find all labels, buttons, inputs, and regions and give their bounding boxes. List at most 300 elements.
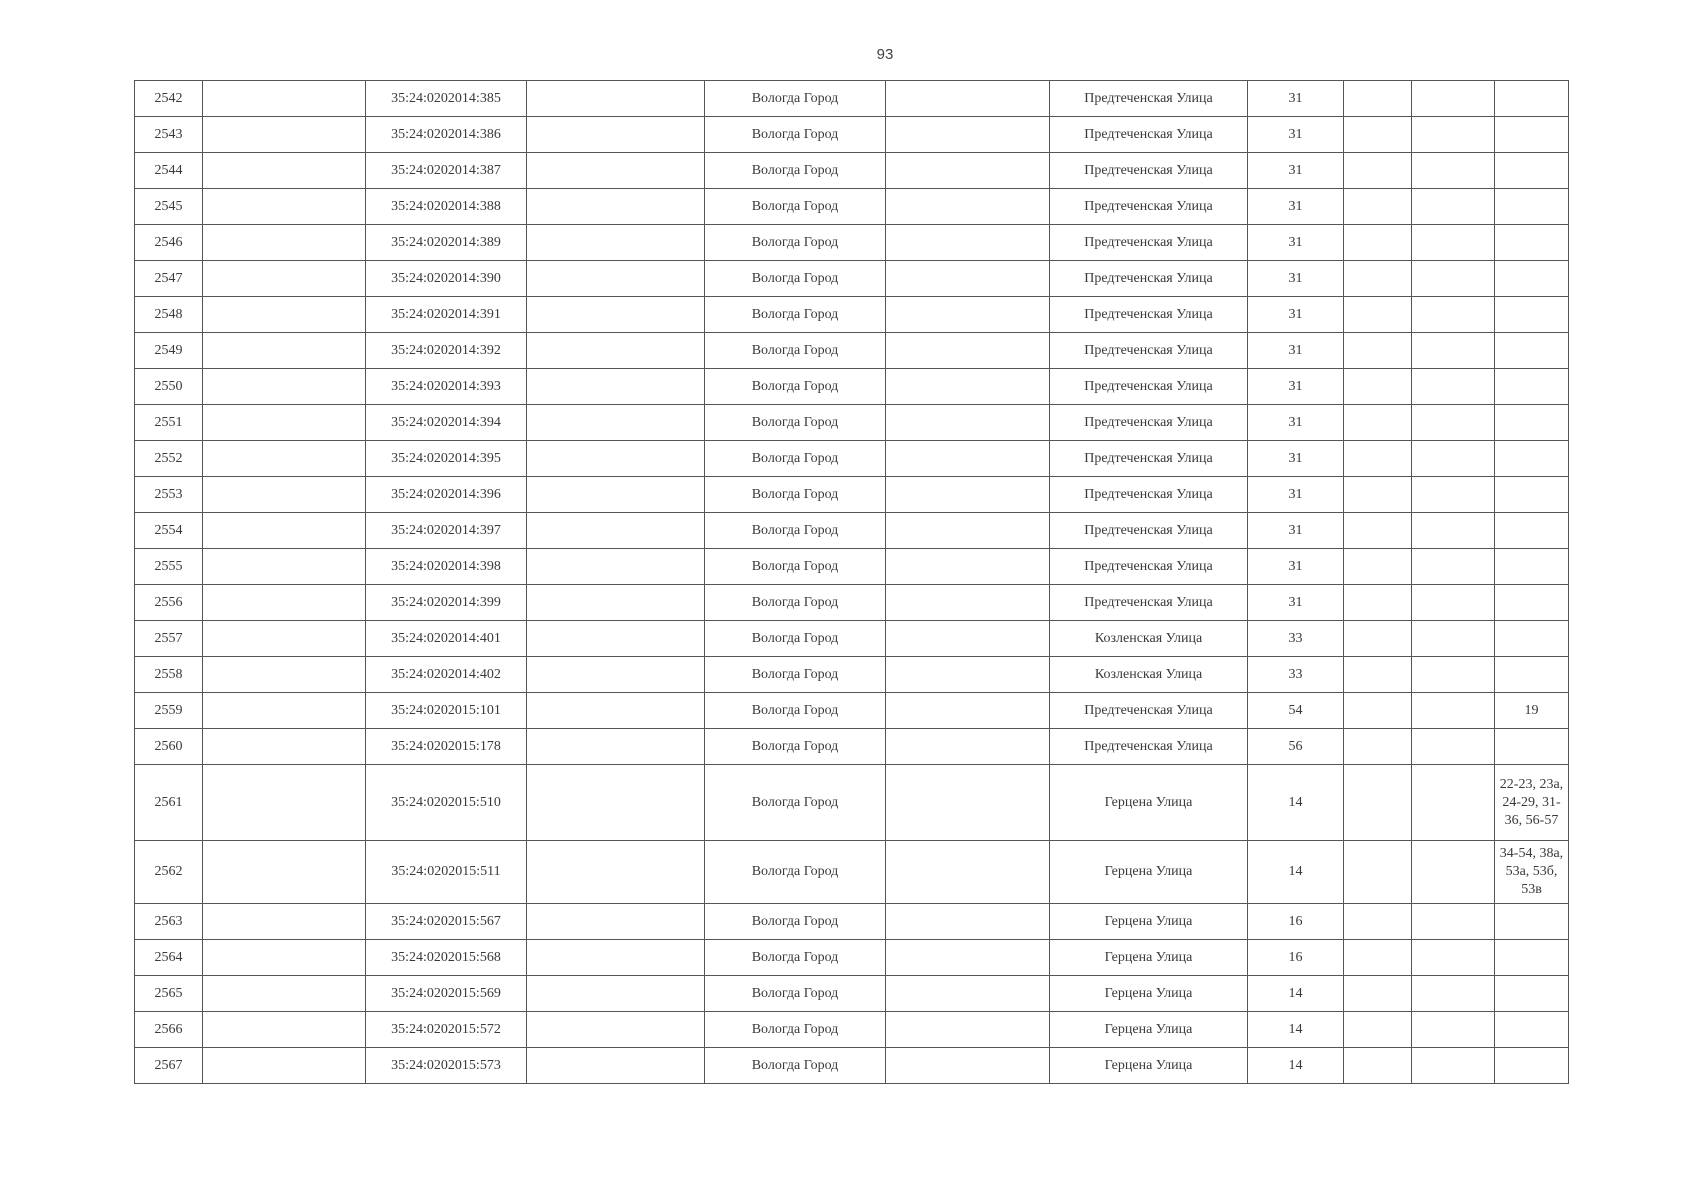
empty-cell (1344, 225, 1412, 261)
empty-cell (1412, 189, 1495, 225)
table-row (135, 729, 1569, 765)
house-number-cell: 31 (1248, 297, 1344, 333)
empty-cell (1412, 765, 1495, 841)
street-cell: Предтеченская Улица (1050, 477, 1248, 513)
street-cell: Предтеченская Улица (1050, 153, 1248, 189)
table-row (135, 513, 1569, 549)
empty-cell (1412, 153, 1495, 189)
empty-cell (886, 585, 1050, 621)
row-number-cell: 2551 (135, 405, 203, 441)
empty-cell (203, 477, 366, 513)
row-number-cell: 2543 (135, 117, 203, 153)
apartment-cell (1495, 976, 1569, 1012)
empty-cell (1344, 333, 1412, 369)
house-number-cell: 31 (1248, 405, 1344, 441)
cadastral-number-cell: 35:24:0202015:569 (366, 976, 527, 1012)
city-cell: Вологда Город (705, 441, 886, 477)
empty-cell (203, 1048, 366, 1084)
table-row (135, 693, 1569, 729)
cadastral-number-cell: 35:24:0202014:390 (366, 261, 527, 297)
row-number-cell: 2561 (135, 765, 203, 841)
empty-cell (1344, 153, 1412, 189)
empty-cell (1344, 477, 1412, 513)
table-row (135, 117, 1569, 153)
city-cell: Вологда Город (705, 261, 886, 297)
cadastral-number-cell: 35:24:0202015:510 (366, 765, 527, 841)
empty-cell (1412, 976, 1495, 1012)
empty-cell (886, 940, 1050, 976)
table-row (135, 585, 1569, 621)
city-cell: Вологда Город (705, 117, 886, 153)
row-number-cell: 2560 (135, 729, 203, 765)
empty-cell (203, 904, 366, 940)
empty-cell (1344, 621, 1412, 657)
empty-cell (1412, 904, 1495, 940)
cadastral-number-cell: 35:24:0202014:398 (366, 549, 527, 585)
empty-cell (1344, 549, 1412, 585)
empty-cell (203, 976, 366, 1012)
city-cell: Вологда Город (705, 940, 886, 976)
empty-cell (1412, 513, 1495, 549)
cadastral-number-cell: 35:24:0202015:178 (366, 729, 527, 765)
cadastral-number-cell: 35:24:0202015:101 (366, 693, 527, 729)
empty-cell (1412, 261, 1495, 297)
page-number: 93 (876, 46, 894, 63)
empty-cell (1412, 1012, 1495, 1048)
city-cell: Вологда Город (705, 841, 886, 904)
empty-cell (886, 153, 1050, 189)
empty-cell (203, 297, 366, 333)
empty-cell (1344, 405, 1412, 441)
cadastral-number-cell: 35:24:0202014:399 (366, 585, 527, 621)
apartment-cell (1495, 549, 1569, 585)
empty-cell (1344, 1048, 1412, 1084)
table-row (135, 261, 1569, 297)
street-cell: Герцена Улица (1050, 904, 1248, 940)
empty-cell (527, 189, 705, 225)
empty-cell (886, 297, 1050, 333)
city-cell: Вологда Город (705, 153, 886, 189)
empty-cell (886, 976, 1050, 1012)
empty-cell (527, 765, 705, 841)
empty-cell (1344, 1012, 1412, 1048)
street-cell: Предтеченская Улица (1050, 441, 1248, 477)
street-cell: Предтеченская Улица (1050, 369, 1248, 405)
cadastral-number-cell: 35:24:0202015:573 (366, 1048, 527, 1084)
apartment-cell (1495, 81, 1569, 117)
cadastral-number-cell: 35:24:0202014:387 (366, 153, 527, 189)
empty-cell (1412, 585, 1495, 621)
street-cell: Герцена Улица (1050, 940, 1248, 976)
row-number-cell: 2553 (135, 477, 203, 513)
empty-cell (1412, 477, 1495, 513)
row-number-cell: 2550 (135, 369, 203, 405)
city-cell: Вологда Город (705, 765, 886, 841)
house-number-cell: 31 (1248, 261, 1344, 297)
empty-cell (203, 405, 366, 441)
empty-cell (527, 477, 705, 513)
row-number-cell: 2558 (135, 657, 203, 693)
table-row (135, 976, 1569, 1012)
row-number-cell: 2548 (135, 297, 203, 333)
empty-cell (886, 729, 1050, 765)
apartment-cell (1495, 1012, 1569, 1048)
cadastral-number-cell: 35:24:0202014:392 (366, 333, 527, 369)
row-number-cell: 2554 (135, 513, 203, 549)
empty-cell (527, 117, 705, 153)
empty-cell (527, 549, 705, 585)
cadastral-number-cell: 35:24:0202014:385 (366, 81, 527, 117)
street-cell: Герцена Улица (1050, 841, 1248, 904)
city-cell: Вологда Город (705, 189, 886, 225)
cadastral-number-cell: 35:24:0202015:572 (366, 1012, 527, 1048)
empty-cell (527, 693, 705, 729)
table-row (135, 1048, 1569, 1084)
apartment-cell: 19 (1495, 693, 1569, 729)
empty-cell (1412, 621, 1495, 657)
table-row (135, 297, 1569, 333)
house-number-cell: 31 (1248, 549, 1344, 585)
city-cell: Вологда Город (705, 225, 886, 261)
cadastral-number-cell: 35:24:0202014:394 (366, 405, 527, 441)
city-cell: Вологда Город (705, 729, 886, 765)
empty-cell (1344, 189, 1412, 225)
empty-cell (527, 621, 705, 657)
cadastral-number-cell: 35:24:0202014:388 (366, 189, 527, 225)
apartment-cell (1495, 1048, 1569, 1084)
empty-cell (203, 225, 366, 261)
empty-cell (886, 405, 1050, 441)
street-cell: Козленская Улица (1050, 657, 1248, 693)
empty-cell (886, 369, 1050, 405)
apartment-cell (1495, 153, 1569, 189)
row-number-cell: 2562 (135, 841, 203, 904)
cadastral-number-cell: 35:24:0202014:401 (366, 621, 527, 657)
house-number-cell: 31 (1248, 153, 1344, 189)
empty-cell (203, 261, 366, 297)
registry-table (134, 80, 1569, 1084)
city-cell: Вологда Город (705, 657, 886, 693)
empty-cell (1412, 549, 1495, 585)
empty-cell (203, 369, 366, 405)
empty-cell (527, 261, 705, 297)
city-cell: Вологда Город (705, 904, 886, 940)
house-number-cell: 31 (1248, 81, 1344, 117)
street-cell: Герцена Улица (1050, 1048, 1248, 1084)
cadastral-number-cell: 35:24:0202014:397 (366, 513, 527, 549)
street-cell: Герцена Улица (1050, 976, 1248, 1012)
empty-cell (886, 117, 1050, 153)
empty-cell (1344, 81, 1412, 117)
empty-cell (203, 333, 366, 369)
empty-cell (1412, 405, 1495, 441)
empty-cell (886, 549, 1050, 585)
house-number-cell: 31 (1248, 585, 1344, 621)
empty-cell (1412, 297, 1495, 333)
empty-cell (527, 1012, 705, 1048)
house-number-cell: 31 (1248, 117, 1344, 153)
empty-cell (1412, 657, 1495, 693)
row-number-cell: 2567 (135, 1048, 203, 1084)
empty-cell (1412, 1048, 1495, 1084)
empty-cell (527, 369, 705, 405)
city-cell: Вологда Город (705, 976, 886, 1012)
empty-cell (527, 904, 705, 940)
street-cell: Предтеченская Улица (1050, 585, 1248, 621)
apartment-cell (1495, 117, 1569, 153)
empty-cell (527, 333, 705, 369)
city-cell: Вологда Город (705, 333, 886, 369)
street-cell: Козленская Улица (1050, 621, 1248, 657)
street-cell: Предтеченская Улица (1050, 225, 1248, 261)
street-cell: Герцена Улица (1050, 765, 1248, 841)
house-number-cell: 14 (1248, 841, 1344, 904)
apartment-cell (1495, 405, 1569, 441)
street-cell: Предтеченская Улица (1050, 549, 1248, 585)
row-number-cell: 2564 (135, 940, 203, 976)
empty-cell (527, 657, 705, 693)
city-cell: Вологда Город (705, 1048, 886, 1084)
apartment-cell (1495, 513, 1569, 549)
city-cell: Вологда Город (705, 693, 886, 729)
table-row (135, 189, 1569, 225)
empty-cell (886, 657, 1050, 693)
house-number-cell: 33 (1248, 621, 1344, 657)
empty-cell (203, 189, 366, 225)
house-number-cell: 31 (1248, 513, 1344, 549)
empty-cell (527, 225, 705, 261)
apartment-cell: 34-54, 38а, 53а, 53б, 53в (1495, 841, 1569, 904)
empty-cell (203, 153, 366, 189)
table-row (135, 549, 1569, 585)
empty-cell (1344, 657, 1412, 693)
empty-cell (527, 153, 705, 189)
empty-cell (203, 765, 366, 841)
empty-cell (203, 441, 366, 477)
street-cell: Герцена Улица (1050, 1012, 1248, 1048)
apartment-cell (1495, 477, 1569, 513)
empty-cell (527, 297, 705, 333)
row-number-cell: 2563 (135, 904, 203, 940)
row-number-cell: 2555 (135, 549, 203, 585)
city-cell: Вологда Город (705, 405, 886, 441)
apartment-cell (1495, 585, 1569, 621)
apartment-cell (1495, 729, 1569, 765)
table-row (135, 621, 1569, 657)
house-number-cell: 31 (1248, 333, 1344, 369)
city-cell: Вологда Город (705, 585, 886, 621)
row-number-cell: 2544 (135, 153, 203, 189)
row-number-cell: 2545 (135, 189, 203, 225)
empty-cell (527, 940, 705, 976)
table-row (135, 405, 1569, 441)
empty-cell (203, 513, 366, 549)
empty-cell (1344, 513, 1412, 549)
empty-cell (886, 765, 1050, 841)
city-cell: Вологда Город (705, 297, 886, 333)
house-number-cell: 33 (1248, 657, 1344, 693)
cadastral-number-cell: 35:24:0202014:389 (366, 225, 527, 261)
city-cell: Вологда Город (705, 369, 886, 405)
empty-cell (527, 81, 705, 117)
empty-cell (1412, 369, 1495, 405)
apartment-cell (1495, 657, 1569, 693)
empty-cell (527, 405, 705, 441)
house-number-cell: 31 (1248, 369, 1344, 405)
empty-cell (527, 513, 705, 549)
table-body (135, 81, 1569, 1084)
table-row (135, 657, 1569, 693)
empty-cell (1344, 441, 1412, 477)
apartment-cell: 22-23, 23а, 24-29, 31-36, 56-57 (1495, 765, 1569, 841)
row-number-cell: 2559 (135, 693, 203, 729)
table-row (135, 765, 1569, 841)
street-cell: Предтеченская Улица (1050, 189, 1248, 225)
empty-cell (527, 1048, 705, 1084)
empty-cell (527, 841, 705, 904)
table-row (135, 904, 1569, 940)
row-number-cell: 2557 (135, 621, 203, 657)
empty-cell (527, 441, 705, 477)
row-number-cell: 2556 (135, 585, 203, 621)
cadastral-number-cell: 35:24:0202014:391 (366, 297, 527, 333)
street-cell: Предтеченская Улица (1050, 693, 1248, 729)
table-row (135, 81, 1569, 117)
table-row (135, 333, 1569, 369)
apartment-cell (1495, 940, 1569, 976)
row-number-cell: 2552 (135, 441, 203, 477)
table-row (135, 153, 1569, 189)
cadastral-number-cell: 35:24:0202014:386 (366, 117, 527, 153)
empty-cell (1344, 585, 1412, 621)
city-cell: Вологда Город (705, 513, 886, 549)
empty-cell (1344, 369, 1412, 405)
empty-cell (1412, 117, 1495, 153)
table-row (135, 369, 1569, 405)
house-number-cell: 56 (1248, 729, 1344, 765)
empty-cell (1412, 441, 1495, 477)
empty-cell (203, 940, 366, 976)
street-cell: Предтеченская Улица (1050, 297, 1248, 333)
empty-cell (1344, 261, 1412, 297)
empty-cell (1412, 940, 1495, 976)
cadastral-number-cell: 35:24:0202015:568 (366, 940, 527, 976)
apartment-cell (1495, 621, 1569, 657)
row-number-cell: 2546 (135, 225, 203, 261)
table-row (135, 940, 1569, 976)
empty-cell (886, 841, 1050, 904)
empty-cell (886, 693, 1050, 729)
cadastral-number-cell: 35:24:0202014:393 (366, 369, 527, 405)
empty-cell (886, 81, 1050, 117)
street-cell: Предтеченская Улица (1050, 81, 1248, 117)
empty-cell (203, 729, 366, 765)
street-cell: Предтеченская Улица (1050, 333, 1248, 369)
house-number-cell: 31 (1248, 477, 1344, 513)
empty-cell (1344, 841, 1412, 904)
cadastral-number-cell: 35:24:0202015:511 (366, 841, 527, 904)
city-cell: Вологда Город (705, 477, 886, 513)
apartment-cell (1495, 261, 1569, 297)
row-number-cell: 2566 (135, 1012, 203, 1048)
empty-cell (527, 729, 705, 765)
house-number-cell: 14 (1248, 1012, 1344, 1048)
empty-cell (203, 117, 366, 153)
table-row (135, 841, 1569, 904)
house-number-cell: 14 (1248, 1048, 1344, 1084)
table-row (135, 477, 1569, 513)
row-number-cell: 2547 (135, 261, 203, 297)
empty-cell (886, 225, 1050, 261)
house-number-cell: 31 (1248, 189, 1344, 225)
empty-cell (1344, 729, 1412, 765)
street-cell: Предтеченская Улица (1050, 729, 1248, 765)
table-row (135, 441, 1569, 477)
city-cell: Вологда Город (705, 549, 886, 585)
empty-cell (203, 585, 366, 621)
cadastral-number-cell: 35:24:0202015:567 (366, 904, 527, 940)
empty-cell (886, 477, 1050, 513)
house-number-cell: 14 (1248, 976, 1344, 1012)
empty-cell (1344, 904, 1412, 940)
house-number-cell: 31 (1248, 225, 1344, 261)
apartment-cell (1495, 297, 1569, 333)
cadastral-number-cell: 35:24:0202014:402 (366, 657, 527, 693)
street-cell: Предтеченская Улица (1050, 261, 1248, 297)
apartment-cell (1495, 225, 1569, 261)
empty-cell (886, 1012, 1050, 1048)
empty-cell (886, 261, 1050, 297)
row-number-cell: 2549 (135, 333, 203, 369)
empty-cell (1412, 729, 1495, 765)
empty-cell (886, 189, 1050, 225)
empty-cell (203, 841, 366, 904)
empty-cell (203, 621, 366, 657)
row-number-cell: 2542 (135, 81, 203, 117)
cadastral-number-cell: 35:24:0202014:396 (366, 477, 527, 513)
apartment-cell (1495, 189, 1569, 225)
empty-cell (886, 1048, 1050, 1084)
empty-cell (527, 585, 705, 621)
empty-cell (1344, 297, 1412, 333)
empty-cell (203, 549, 366, 585)
empty-cell (203, 1012, 366, 1048)
empty-cell (886, 904, 1050, 940)
empty-cell (886, 441, 1050, 477)
house-number-cell: 16 (1248, 904, 1344, 940)
apartment-cell (1495, 333, 1569, 369)
empty-cell (886, 621, 1050, 657)
street-cell: Предтеченская Улица (1050, 405, 1248, 441)
empty-cell (1344, 117, 1412, 153)
row-number-cell: 2565 (135, 976, 203, 1012)
city-cell: Вологда Город (705, 1012, 886, 1048)
empty-cell (1412, 841, 1495, 904)
street-cell: Предтеченская Улица (1050, 513, 1248, 549)
empty-cell (1412, 333, 1495, 369)
empty-cell (1412, 693, 1495, 729)
empty-cell (1344, 976, 1412, 1012)
empty-cell (886, 513, 1050, 549)
table-row (135, 225, 1569, 261)
city-cell: Вологда Город (705, 621, 886, 657)
house-number-cell: 54 (1248, 693, 1344, 729)
city-cell: Вологда Город (705, 81, 886, 117)
empty-cell (886, 333, 1050, 369)
house-number-cell: 16 (1248, 940, 1344, 976)
empty-cell (1412, 81, 1495, 117)
empty-cell (1412, 225, 1495, 261)
